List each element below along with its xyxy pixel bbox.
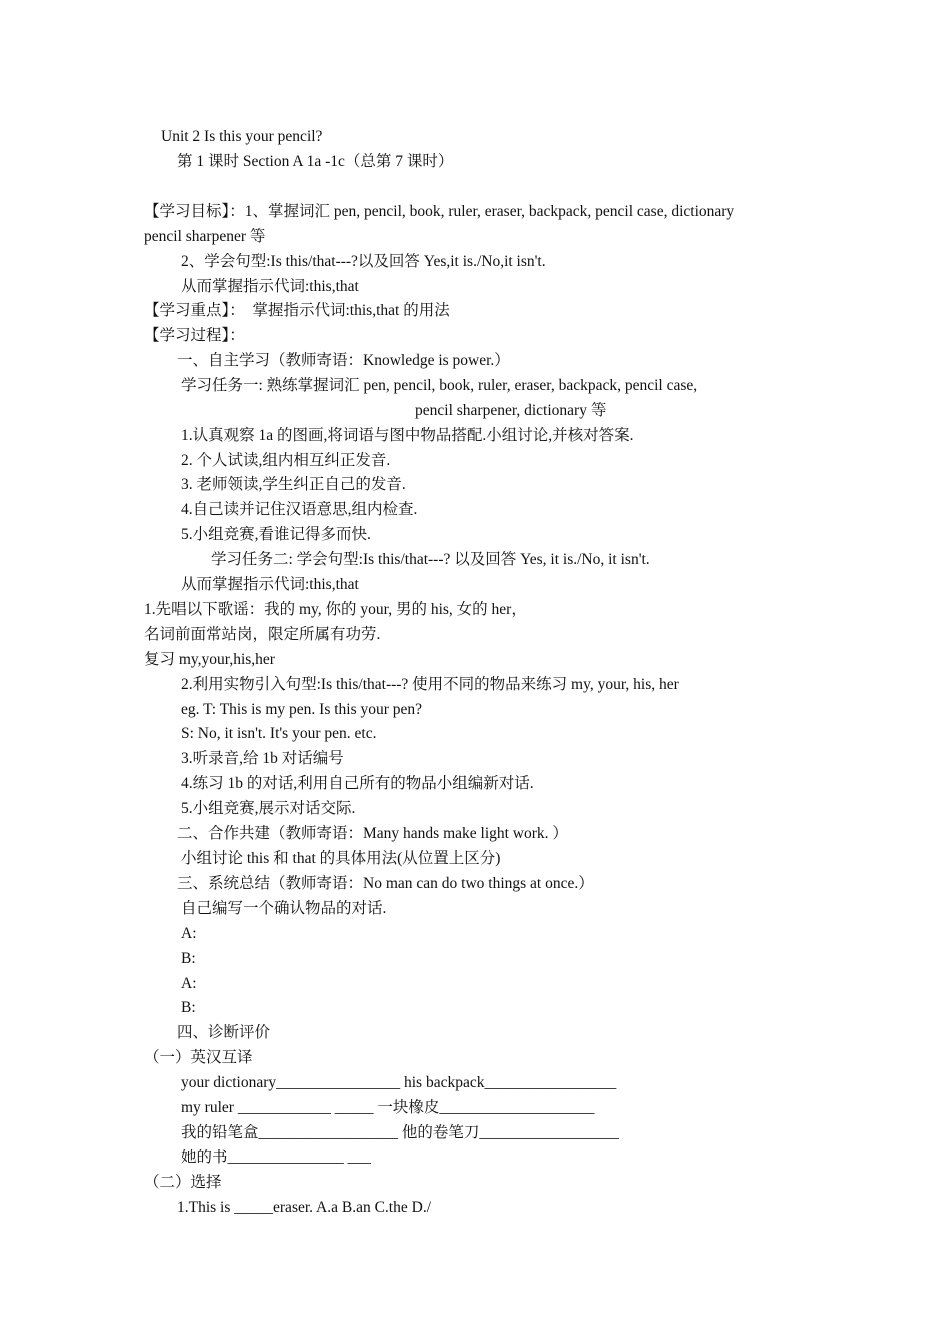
- section-1-heading: 一、自主学习（教师寄语：Knowledge is power.）: [177, 352, 510, 369]
- process-heading: 【学习过程】：: [144, 327, 245, 344]
- task-1-line-1: 学习任务一: 熟练掌握词汇 pen, pencil, book, ruler, eraser, backpack, pencil case,: [181, 377, 698, 394]
- task-2-step: eg. T: This is my pen. Is this your pen?: [181, 701, 423, 718]
- section-2-heading: 二、合作共建（教师寄语：Many hands make light work. ）: [177, 825, 568, 842]
- part-2-heading: （二）选择: [144, 1174, 222, 1191]
- part-1-heading: （一）英汉互译: [144, 1049, 253, 1066]
- task-2-step: 5.小组竞赛,展示对话交际.: [181, 800, 356, 817]
- song-line-1: 1.先唱以下歌谣：我的 my, 你的 your, 男的 his, 女的 her，: [144, 601, 527, 618]
- section-3-body: 自己编写一个确认物品的对话.: [181, 900, 387, 917]
- task-2-step: 3.听录音,给 1b 对话编号: [181, 750, 344, 767]
- dialogue-line: A:: [181, 925, 197, 942]
- objectives-item-2b: 从而掌握指示代词:this,that: [181, 278, 359, 295]
- task-2-step: 2.利用实物引入句型:Is this/that---? 使用不同的物品来练习 my, your, his, her: [181, 676, 679, 693]
- objectives-line-2: pencil sharpener 等: [144, 228, 266, 245]
- dialogue-line: B:: [181, 999, 196, 1016]
- translation-line: my ruler ____________ _____ 一块橡皮____________________: [181, 1099, 595, 1116]
- section-3-heading: 三、系统总结（教师寄语：No man can do two things at once.）: [177, 875, 594, 892]
- task-2-line-2: 从而掌握指示代词:this,that: [181, 576, 359, 593]
- task-2-step: S: No, it isn't. It's your pen. etc.: [181, 725, 377, 742]
- section-4-heading: 四、诊断评价: [177, 1024, 271, 1041]
- unit-title: Unit 2 Is this your pencil?: [161, 128, 323, 145]
- dialogue-line: A:: [181, 975, 197, 992]
- task-1-line-2: pencil sharpener, dictionary 等: [415, 402, 607, 419]
- translation-line: 我的铅笔盒__________________ 他的卷笔刀__________________: [181, 1124, 619, 1141]
- objectives-item-2: 2、学会句型:Is this/that---?以及回答 Yes,it is./No,it isn't.: [181, 253, 546, 270]
- task-2-line-1: 学习任务二: 学会句型:Is this/that---? 以及回答 Yes, it is./No, it isn't.: [211, 551, 650, 568]
- review-line: 复习 my,your,his,her: [144, 651, 275, 668]
- dialogue-line: B:: [181, 950, 196, 967]
- task-1-step: 4.自己读并记住汉语意思,组内检查.: [181, 501, 418, 518]
- translation-line: 她的书_______________ ___: [181, 1149, 371, 1166]
- lesson-subtitle: 第 1 课时 Section A 1a -1c（总第 7 课时）: [177, 153, 454, 170]
- task-1-step: 2. 个人试读,组内相互纠正发音.: [181, 452, 391, 469]
- task-1-step: 5.小组竞赛,看谁记得多而快.: [181, 526, 371, 543]
- section-2-body: 小组讨论 this 和 that 的具体用法(从位置上区分): [181, 850, 501, 867]
- choice-question-1: 1.This is _____eraser. A.a B.an C.the D./: [177, 1199, 431, 1216]
- task-1-step: 3. 老师领读,学生纠正自己的发音.: [181, 476, 406, 493]
- translation-line: your dictionary________________ his backpack_________________: [181, 1074, 617, 1091]
- objectives-line-1: 【学习目标】：1、掌握词汇 pen, pencil, book, ruler, eraser, backpack, pencil case, dictionary: [144, 203, 735, 220]
- song-line-2: 名词前面常站岗，限定所属有功劳.: [144, 626, 381, 643]
- key-point: 【学习重点】： 掌握指示代词:this,that 的用法: [144, 302, 450, 319]
- task-1-step: 1.认真观察 1a 的图画,将词语与图中物品搭配.小组讨论,并核对答案.: [181, 427, 634, 444]
- task-2-step: 4.练习 1b 的对话,利用自己所有的物品小组编新对话.: [181, 775, 534, 792]
